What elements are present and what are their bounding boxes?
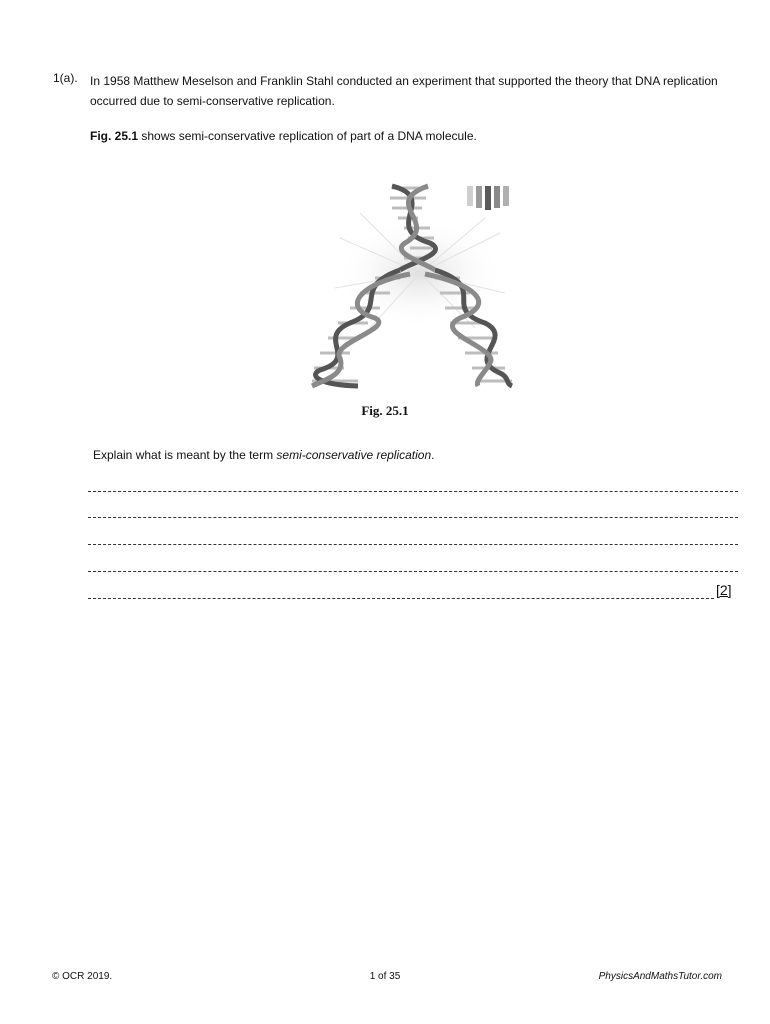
question-text: In 1958 Matthew Meselson and Franklin Stahl conducted an experiment that supported the theory that DNA replication occurred due to semi-conservative replication. [90, 74, 718, 108]
answer-line-4[interactable] [88, 571, 738, 572]
figure-caption: Fig. 25.1 [361, 403, 409, 418]
answer-line-5[interactable] [88, 598, 714, 599]
footer-page-number: 1 of 35 [369, 971, 401, 982]
dna-replication-figure [300, 178, 530, 393]
figure-reference [90, 129, 477, 143]
question-number: 1(a). [53, 71, 78, 85]
question-prompt [93, 448, 435, 462]
answer-line-2[interactable] [88, 517, 738, 518]
prompt-end: . [431, 448, 435, 462]
footer-site: PhysicsAndMathsTutor.com [598, 971, 722, 982]
figure-reference-label: Fig. 25.1 [90, 129, 139, 143]
marker-bars [467, 186, 509, 210]
answer-line-1[interactable] [88, 491, 738, 492]
prompt-text: Explain what is meant by the term [93, 448, 277, 462]
prompt-term: semi-conservative replication [276, 448, 432, 462]
answer-line-3[interactable] [88, 544, 738, 545]
footer-copyright: © OCR 2019. [52, 971, 113, 982]
dna-helix-image [300, 178, 530, 393]
figure-reference-text: shows semi-conservative replication of part of a DNA molecule. [138, 129, 477, 143]
marks-label: [2] [716, 582, 732, 598]
